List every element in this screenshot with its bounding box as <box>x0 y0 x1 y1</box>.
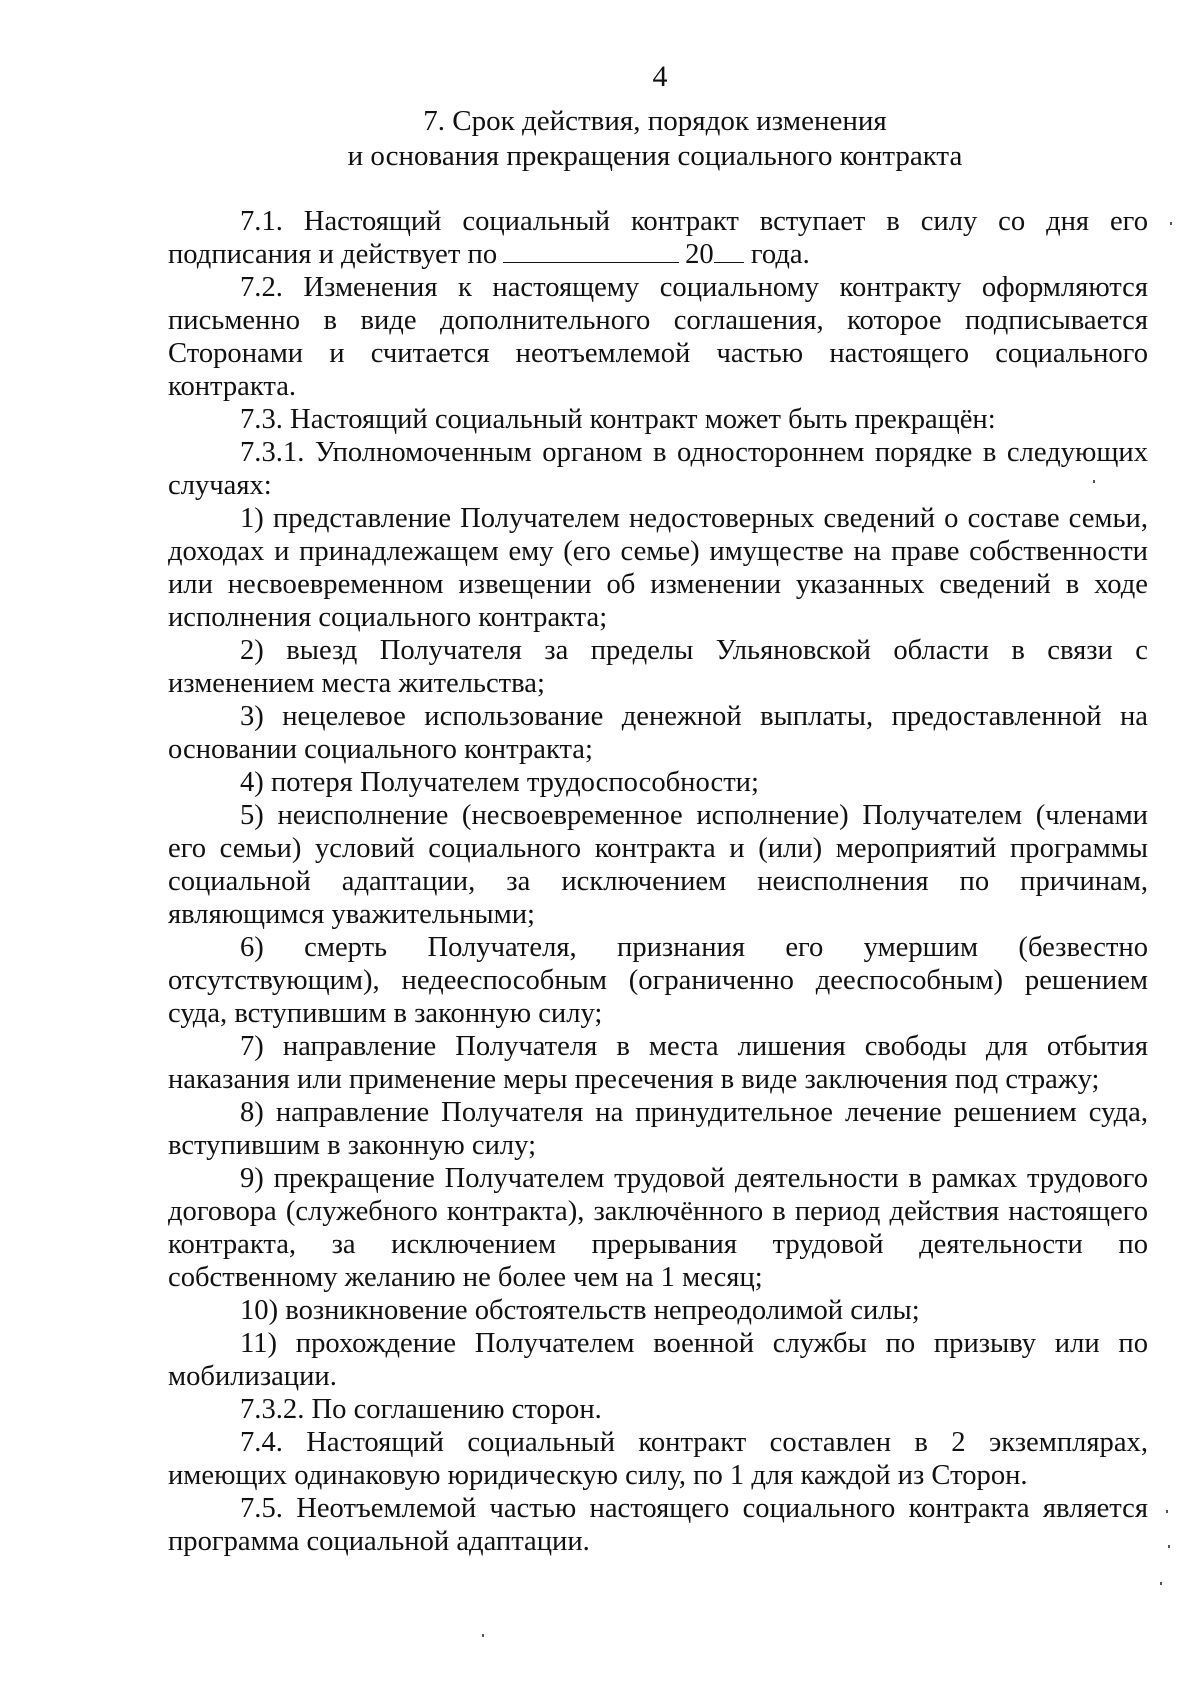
scan-speck <box>1093 480 1095 483</box>
scan-speck <box>1168 1545 1170 1548</box>
list-item-case-9: 9) прекращение Получателем трудовой деятельности в рамках трудового договора (служебного контракта), заключённого в период действия настоящего контракта, за исключением прерывания трудовой деятельности по собственному желанию не более чем на 1 месяц; <box>168 1163 1148 1293</box>
list-item-case-10: 10) возникновение обстоятельств непреодолимой силы; <box>240 1295 920 1326</box>
document-body <box>168 205 1148 1558</box>
scan-speck <box>1160 1582 1162 1585</box>
page-number: 4 <box>652 60 668 93</box>
scan-speck <box>1166 1510 1168 1513</box>
paragraph-7-5: 7.5. Неотъемлемой частью настоящего социального контракта является программа социальной адаптации. <box>168 1493 1148 1557</box>
year-blank-field <box>714 240 744 263</box>
section-heading-line-2: и основания прекращения социального контракта <box>347 140 963 172</box>
list-item-case-1: 1) представление Получателем недостоверных сведений о составе семьи, доходах и принадлежащем ему (его семье) имуществе на праве собственности или несвоевременном извещении об изменении указанных сведений в ходе исполнения социального контракта; <box>168 503 1148 633</box>
paragraph-7-2: 7.2. Изменения к настоящему социальному контракту оформляются письменно в виде дополнительного соглашения, которое подписывается Сторонами и считается неотъемлемой частью настоящего социального контракта. <box>168 272 1148 402</box>
date-blank-field <box>503 240 679 263</box>
list-item-case-7: 7) направление Получателя в места лишения свободы для отбытия наказания или применение меры пресечения в виде заключения под стражу; <box>168 1031 1148 1095</box>
paragraph-7-3-1: 7.3.1. Уполномоченным органом в одностороннем порядке в следующих случаях: <box>168 437 1148 501</box>
list-item-case-6: 6) смерть Получателя, признания его умершим (безвестно отсутствующим), недееспособным (ограниченно дееспособным) решением суда, вступившим в законную силу; <box>168 932 1148 1029</box>
list-item-case-3: 3) нецелевое использование денежной выплаты, предоставленной на основании социального контракта; <box>168 701 1148 765</box>
paragraph-7-4: 7.4. Настоящий социальный контракт составлен в 2 экземплярах, имеющих одинаковую юридическую силу, по 1 для каждой из Сторон. <box>168 1427 1148 1491</box>
scan-speck <box>482 1634 484 1637</box>
section-heading-line-1: 7. Срок действия, порядок изменения <box>423 105 887 137</box>
list-item-case-8: 8) направление Получателя на принудительное лечение решением суда, вступившим в законную силу; <box>168 1097 1148 1161</box>
section-heading <box>0 104 1200 174</box>
paragraph-7-3: 7.3. Настоящий социальный контракт может быть прекращён: <box>240 404 996 435</box>
paragraph-7-1-suffix: года. <box>750 239 810 270</box>
list-item-case-11: 11) прохождение Получателем военной службы по призыву или по мобилизации. <box>168 1328 1148 1392</box>
list-item-case-5: 5) неисполнение (несвоевременное исполнение) Получателем (членами его семьи) условий социального контракта и (или) мероприятий программы социальной адаптации, за исключением неисполнения по причинам, являющимся уважительными; <box>168 800 1148 930</box>
list-item-case-2: 2) выезд Получателя за пределы Ульяновской области в связи с изменением места жительства; <box>168 635 1148 699</box>
list-item-case-4: 4) потеря Получателем трудоспособности; <box>240 767 759 798</box>
paragraph-7-1-text: 7.1. Настоящий социальный контракт вступает в силу со дня его подписания и действует по <box>168 206 1148 270</box>
paragraph-7-1 <box>168 205 1148 271</box>
scan-speck <box>1170 222 1172 225</box>
paragraph-7-3-2: 7.3.2. По соглашению сторон. <box>240 1394 602 1425</box>
year-prefix: 20 <box>685 239 714 270</box>
